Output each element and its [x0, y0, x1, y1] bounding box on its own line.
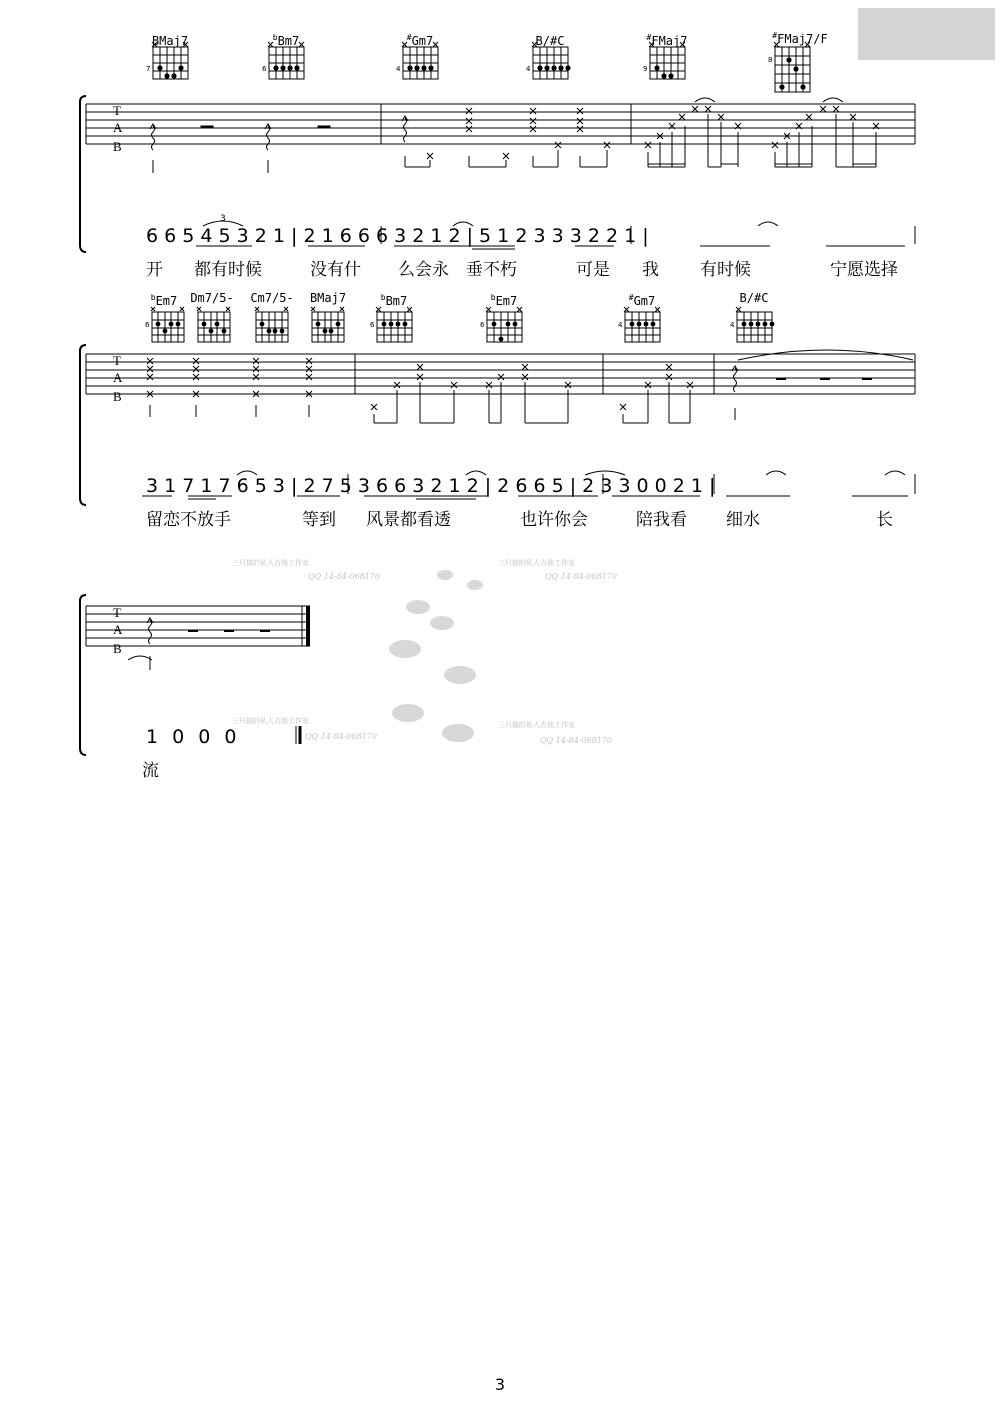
lyric-word: 细水 [726, 510, 760, 530]
chord-name: B/#C [535, 34, 565, 48]
svg-text:3: 3 [220, 214, 226, 224]
chord-name: #FMaj7 [646, 33, 688, 48]
lyric-word: 宁愿选择 [830, 260, 898, 280]
chord-name: $^b$Bm7 [272, 33, 300, 48]
watermark-text: 三只猫的私人吉他工作室 [498, 721, 575, 729]
jianpu-notation: 1 0 0 0 [146, 726, 237, 748]
svg-text:B: B [113, 139, 122, 154]
svg-text:7: 7 [146, 65, 151, 73]
lyric-word: 长 [876, 510, 893, 530]
chord-name: #Gm7 [628, 293, 656, 308]
muted-strings [151, 307, 741, 312]
chord-name: B/#C [739, 291, 769, 305]
lyric-word: 垂不朽 [466, 260, 517, 280]
watermark-qq: QQ 14-84-068170 [540, 736, 612, 745]
svg-text:B: B [113, 641, 122, 656]
tab-staff [0, 290, 1000, 535]
staff-system-2 [0, 290, 1000, 535]
lyric-word: 可是 [576, 260, 610, 280]
lyric-word: 留恋不放手 [146, 510, 231, 530]
svg-text:6: 6 [145, 321, 150, 329]
lyric-word: 开 [146, 260, 163, 280]
lyric-word: 么会永 [398, 260, 449, 280]
chord-name: #FMaj7/F [772, 31, 828, 46]
svg-text:T: T [113, 103, 121, 118]
chord-name: $^b$Em7 [150, 293, 178, 308]
watermark-text: 三只猫的私人吉他工作室 [232, 559, 309, 567]
svg-text:T: T [113, 353, 121, 368]
svg-text:A: A [113, 622, 123, 637]
watermark-text: 三只猫的私人吉他工作室 [232, 717, 309, 725]
svg-text:4: 4 [618, 321, 623, 329]
lyric-word: 也许你会 [520, 510, 588, 530]
chord-name: Dm7/5- [190, 291, 234, 305]
finger-dots [156, 322, 775, 342]
chord-name: $^b$Bm7 [380, 293, 408, 308]
svg-text:T: T [113, 605, 121, 620]
lyric-word: 风景都看透 [366, 510, 451, 530]
lyric-word: 没有什 [310, 260, 361, 280]
lyric-word: 我 [642, 260, 659, 280]
svg-text:6: 6 [370, 321, 375, 329]
lyric-word: 陪我看 [636, 510, 687, 530]
svg-text:A: A [113, 120, 123, 135]
lyric-word: 有时候 [700, 260, 751, 280]
lyric-word: 流 [142, 761, 159, 781]
staff-system-1 [0, 30, 1000, 280]
chord-name: #Gm7 [406, 33, 434, 48]
jianpu-notation: 6 6 5 4 5 3 2 1 | 2 1 6 6 6 3 2 1 2 | 5 1 2 3 3 3 2 2 1 | [146, 225, 649, 247]
svg-text:9: 9 [643, 65, 648, 73]
page-number: 3 [494, 1375, 506, 1394]
watermark-qq: QQ 14-84-068170 [545, 572, 617, 581]
lyric-line [142, 756, 159, 781]
chord-grid [152, 312, 772, 342]
watermark-qq: QQ 14-84-068170 [308, 572, 380, 581]
watermark-text: 三只猫的私人吉他工作室 [498, 559, 575, 567]
paw-print-watermark [380, 565, 520, 745]
svg-text:4: 4 [730, 321, 735, 329]
jianpu-notation: 3 1 7 1 7 6 5 3 | 2 7 5 3 6 6 3 2 1 2 | 2 6 6 5 | 2 3 3 0 0 2 1 | [146, 475, 716, 497]
finger-dots [157, 57, 805, 89]
chord-name: $^b$Em7 [490, 293, 518, 308]
chord-name: Cm7/5- [250, 291, 294, 305]
svg-text:B: B [113, 389, 122, 404]
svg-text:A: A [113, 370, 123, 385]
chord-grid [153, 47, 810, 92]
svg-text:6: 6 [262, 65, 267, 73]
chord-name: BMaj7 [151, 34, 189, 48]
svg-text:4: 4 [396, 65, 401, 73]
svg-text:6: 6 [480, 321, 485, 329]
chord-name: BMaj7 [309, 291, 347, 305]
svg-text:8: 8 [768, 56, 773, 64]
lyric-word: 都有时候 [194, 260, 262, 280]
muted-strings [152, 42, 810, 47]
svg-text:4: 4 [526, 65, 531, 73]
lyric-word: 等到 [302, 510, 336, 530]
watermark-qq: QQ 14-84-068170 [305, 732, 377, 741]
